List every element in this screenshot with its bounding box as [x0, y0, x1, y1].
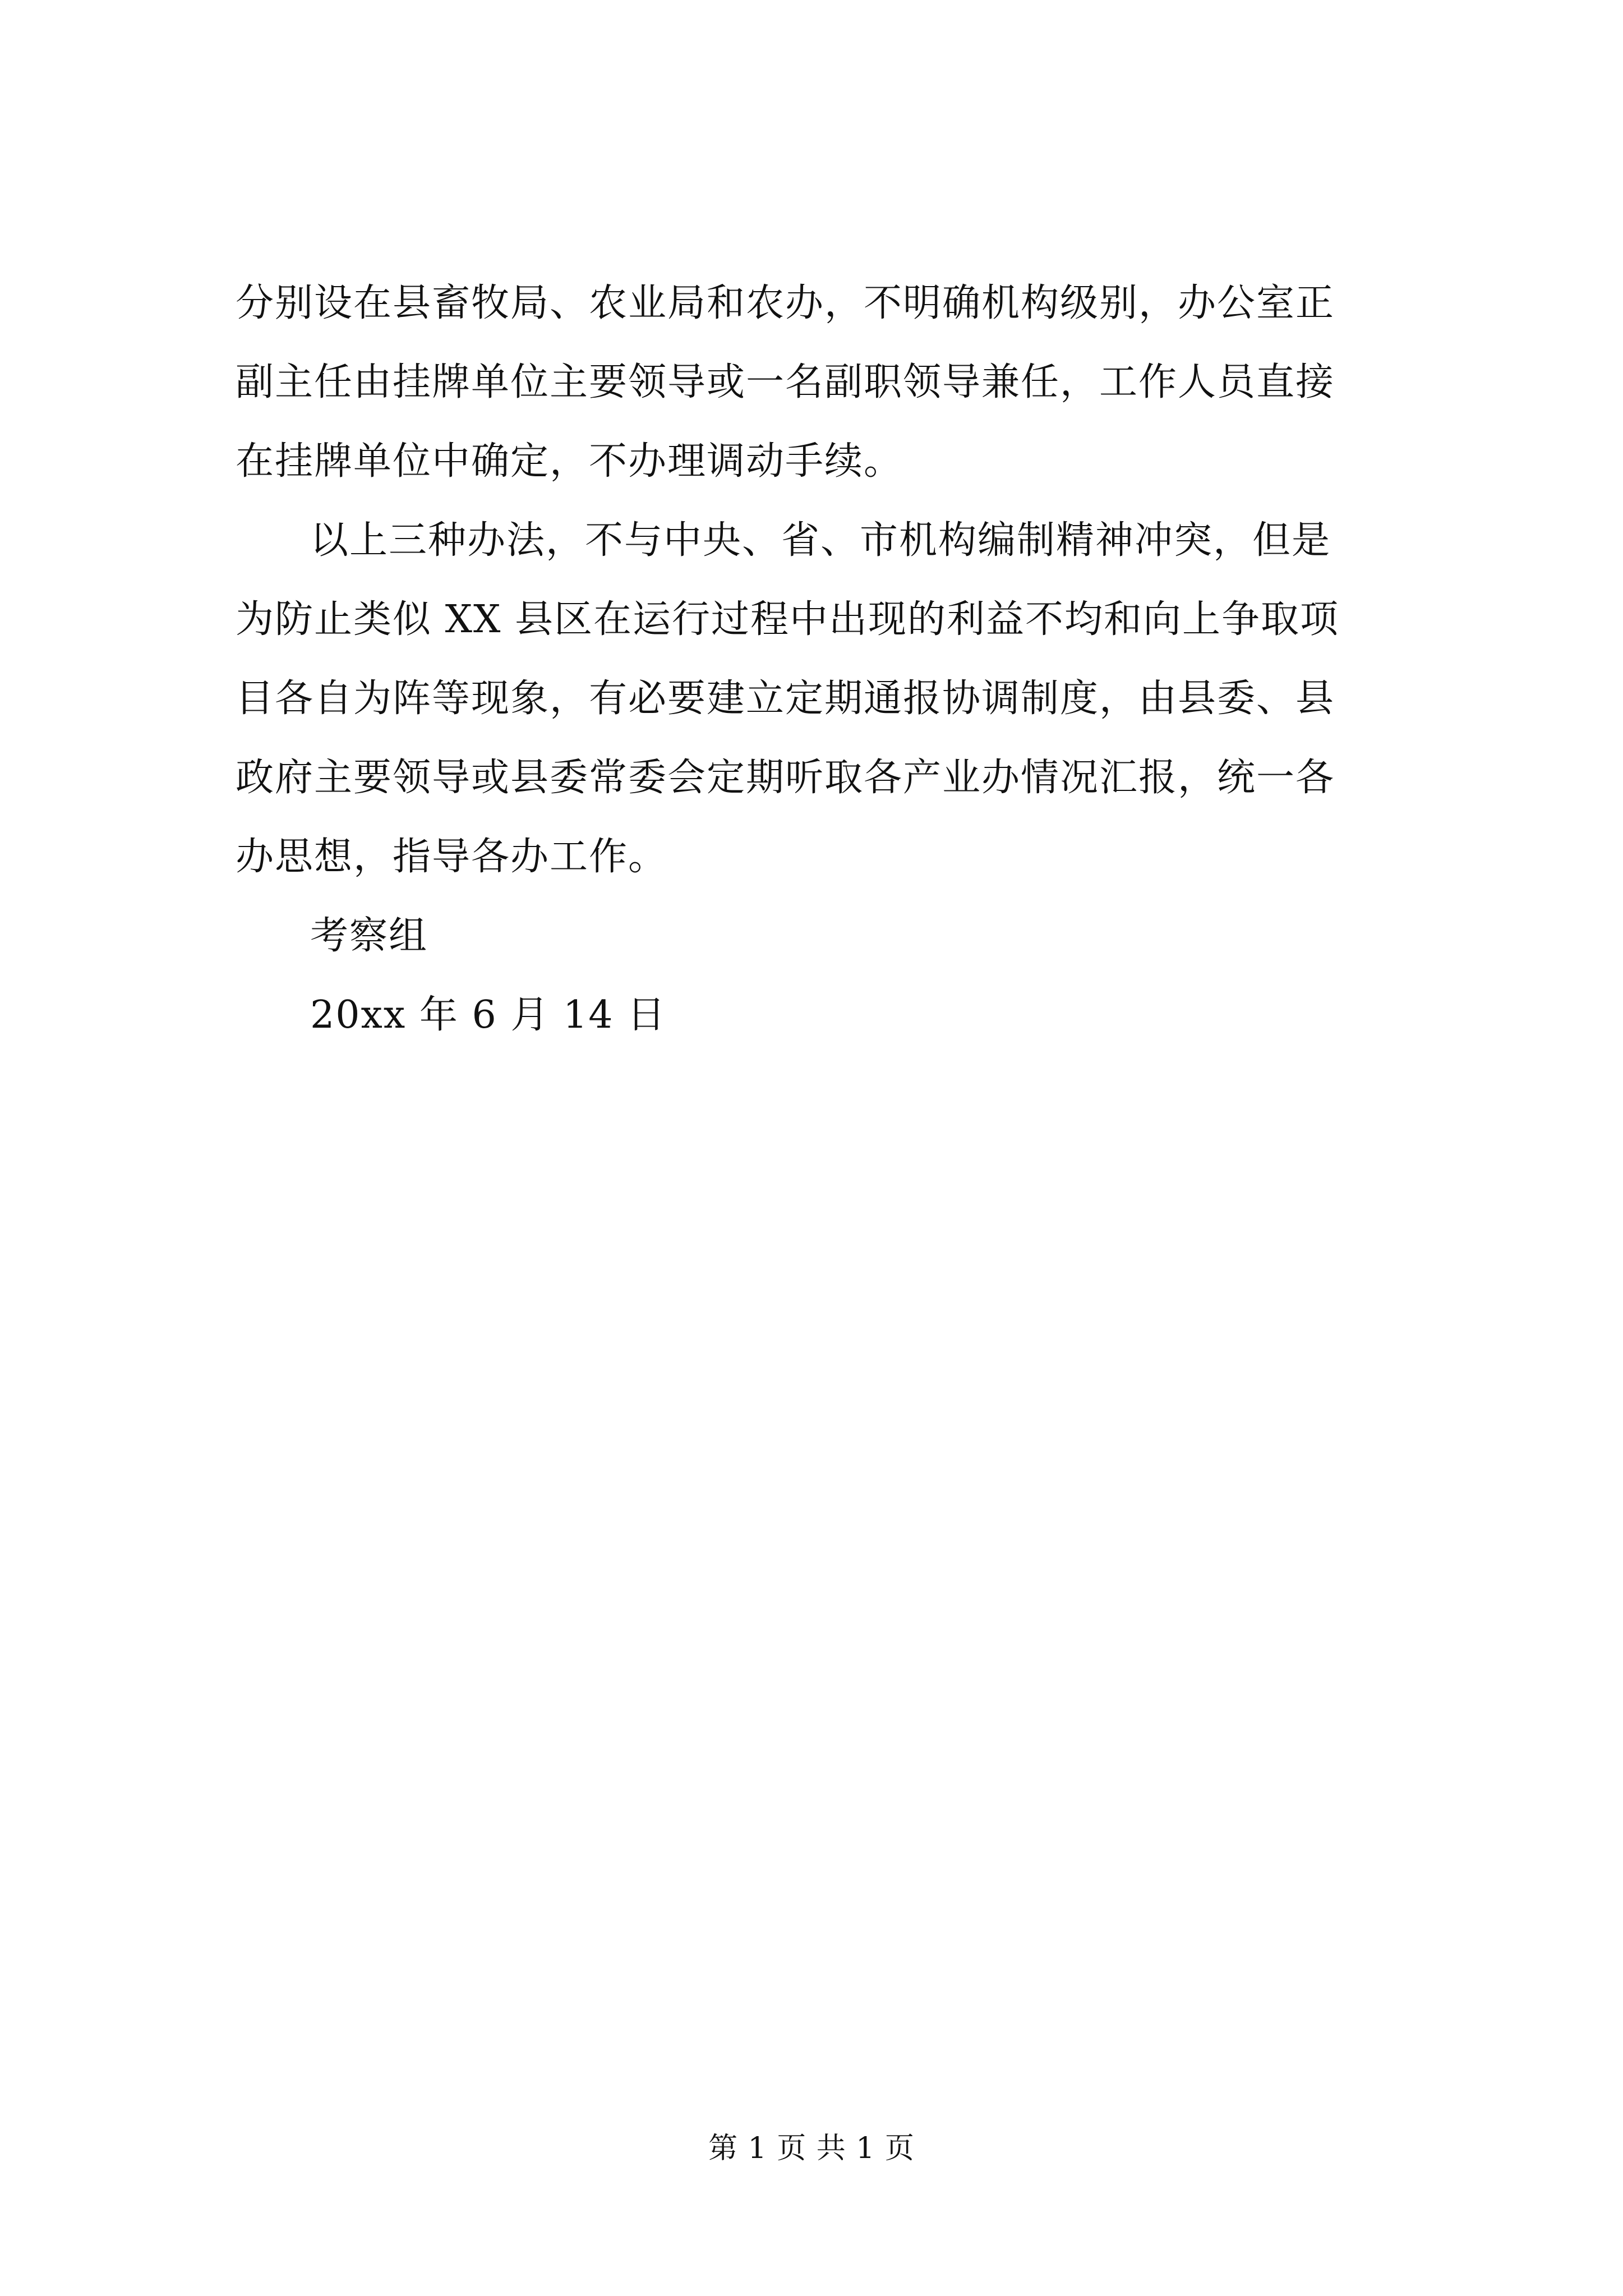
- document-date: 20xx 年 6 月 14 日: [310, 993, 667, 1037]
- paragraph-line: 政府主要领导或县委常委会定期听取各产业办情况汇报，统一各: [236, 756, 1335, 800]
- paragraph-line: 以上三种办法，不与中央、省、市机构编制精神冲突，但是: [310, 518, 1331, 563]
- paragraph-line: 分别设在县畜牧局、农业局和农办，不明确机构级别，办公室正: [236, 281, 1335, 325]
- document-body: [236, 264, 1436, 1055]
- paragraph-line: 副主任由挂牌单位主要领导或一名副职领导兼任，工作人员直接: [236, 360, 1335, 404]
- paragraph-line: 办思想，指导各办工作。: [236, 835, 668, 879]
- paragraph-line: 为防止类似 XX 县区在运行过程中出现的利益不均和向上争取项: [236, 597, 1340, 642]
- paragraph-line: 目各自为阵等现象，有必要建立定期通报协调制度，由县委、县: [236, 677, 1335, 721]
- page-number-footer: 第 1 页 共 1 页: [708, 2132, 915, 2165]
- signature: 考察组: [310, 914, 428, 958]
- paragraph-line: 在挂牌单位中确定，不办理调动手续。: [236, 439, 903, 484]
